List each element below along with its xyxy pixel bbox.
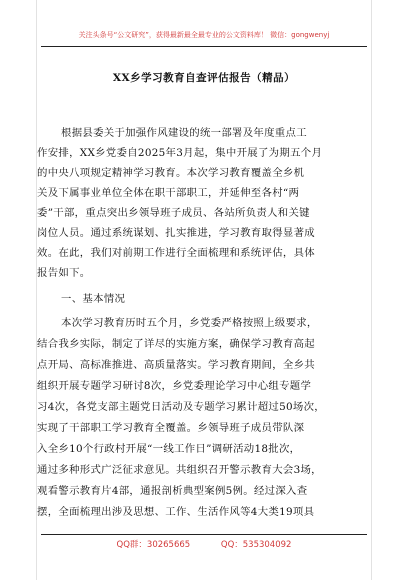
document-title: XX乡学习教育自查评估报告（精品） [112, 72, 296, 84]
paragraph-line: 报告如下。 [37, 267, 91, 279]
paragraph-line: 观看警示教育片4部，通报剖析典型案例5例。经过深入查 [37, 485, 308, 497]
paragraph-line: 本次学习教育历时五个月，乡党委严格按照上级要求， [61, 317, 318, 329]
paragraph-line: 摆，全面梳理出涉及思想、工作、生活作风等4大类19项具 [37, 506, 315, 518]
paragraph-line: 结合我乡实际，制定了详尽的实施方案，确保学习教育高起 [37, 338, 315, 350]
paragraph-line: 委”干部，重点突出乡领导班子成员、各站所负责人和关键 [37, 207, 310, 219]
paragraph-line: 关及下属事业单位全体在职干部职工，并延伸至各村“两 [37, 187, 300, 199]
paragraph-line: 入全乡10个行政村开展“一线工作日”调研活动18批次， [37, 443, 301, 455]
footer-contacts [37, 538, 371, 550]
qq-group-text: QQ群：30265665 [116, 540, 191, 550]
section-heading: 一、基本情况 [61, 293, 126, 305]
paragraph-line: 点开局、高标准推进、高质量落实。学习教育期间，全乡共 [37, 359, 315, 371]
paragraph-line: 组织开展专题学习研讨8次，乡党委理论学习中心组专题学 [37, 380, 312, 392]
document-page [36, 0, 372, 580]
footer-divider [41, 534, 367, 535]
paragraph-line: 作安排，XX乡党委自2025年3月起，集中开展了为期五个月 [37, 147, 323, 159]
paragraph-line: 效。在此，我们对前期工作进行全面梳理和系统评估，具体 [37, 247, 315, 259]
paragraph-line: 通过多种形式广泛征求意见。共组织召开警示教育大会3场， [37, 464, 322, 476]
paragraph-line: 根据县委关于加强作风建设的统一部署及年度重点工 [61, 127, 307, 139]
header-divider [41, 46, 367, 47]
paragraph-line: 实现了干部职工学习教育全覆盖。乡领导班子成员带队深 [37, 422, 305, 434]
paragraph-line: 岗位人员。通过系统谋划、扎实推进，学习教育取得显著成 [37, 227, 315, 239]
top-banner: 关注头条号“公文研究”，获得最新最全最专业的公文资料库！ 微信：gongwenyj [78, 31, 330, 39]
qq-number-text: QQ：535304092 [220, 540, 292, 550]
paragraph-line: 的中央八项规定精神学习教育。本次学习教育覆盖全乡机 [37, 167, 305, 179]
paragraph-line: 习4次，各党支部主题党日活动及专题学习累计超过50场次， [37, 401, 325, 413]
